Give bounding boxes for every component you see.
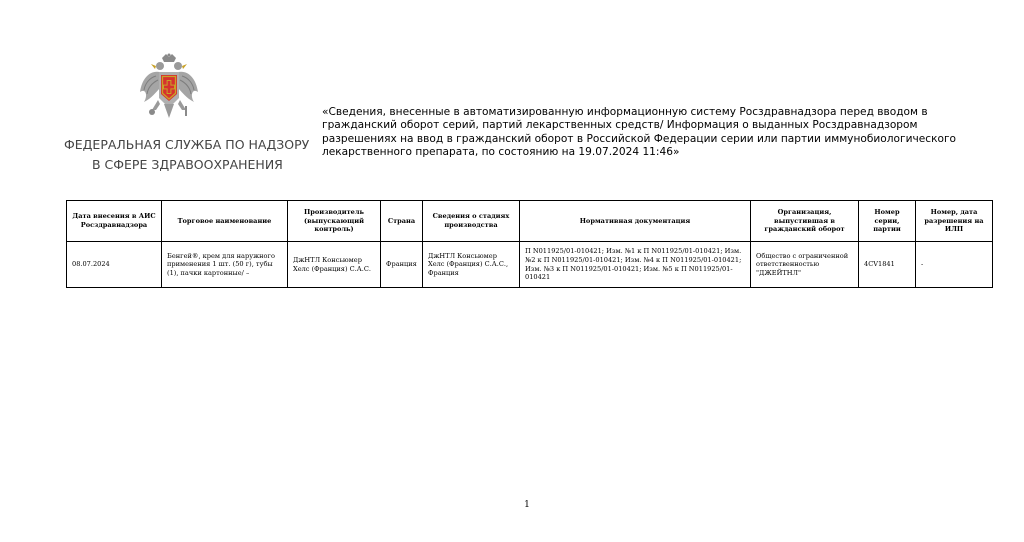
- column-header-trade-name: Торговое наименование: [162, 201, 288, 242]
- column-header-normative-docs: Нормативная документация: [520, 201, 751, 242]
- double-headed-eagle-emblem-icon: [138, 52, 200, 124]
- cell-normative-docs: П N011925/01-010421; Изм. №1 к П N011925/01-010421; Изм. №2 к П N011925/01-010421; Изм. №4 к П N011925/01-010421; Изм. №3 к П N011925/01-010421; Изм. №5 к П N011925/01-010421: [520, 242, 751, 288]
- cell-stages: ДжНТЛ Консьюмер Хелс (Франция) С.А.С., Франция: [423, 242, 520, 288]
- column-header-permit: Номер, дата разрешения на ИЛП: [916, 201, 993, 242]
- column-header-organization: Организация, выпустившая в гражданский оборот: [751, 201, 859, 242]
- organization-name-line2: В СФЕРЕ ЗДРАВООХРАНЕНИЯ: [92, 157, 283, 172]
- organization-name-line1: ФЕДЕРАЛЬНАЯ СЛУЖБА ПО НАДЗОРУ: [64, 137, 310, 152]
- cell-trade-name: Бенгей®, крем для наружного применения 1 шт. (50 г), тубы (1), пачки картонные/ –: [162, 242, 288, 288]
- column-header-series: Номер серии, партии: [859, 201, 916, 242]
- column-header-manufacturer: Производитель (выпускающий контроль): [288, 201, 381, 242]
- cell-date: 08.07.2024: [67, 242, 162, 288]
- cell-organization: Общество с ограниченной ответственностью "ДЖЕЙТНЛ": [751, 242, 859, 288]
- column-header-stages: Сведения о стадиях производства: [423, 201, 520, 242]
- page-number: 1: [524, 500, 530, 510]
- table-header-row: [67, 201, 993, 242]
- cell-country: Франция: [381, 242, 423, 288]
- cell-series: 4CV1841: [859, 242, 916, 288]
- cell-permit: -: [916, 242, 993, 288]
- table-row: [67, 242, 993, 288]
- registry-table: [66, 200, 993, 288]
- column-header-country: Страна: [381, 201, 423, 242]
- cell-manufacturer: ДжНТЛ Консьюмер Хелс (Франция) С.А.С.: [288, 242, 381, 288]
- column-header-date: Дата внесения в АИС Росздравнадзора: [67, 201, 162, 242]
- document-title: «Сведения, внесенные в автоматизированную информационную систему Росздравнадзора перед вводом в гражданский оборот серий, партий лекарственных средств/ Информация о выданных Росздравнадзором разрешениях на ввод в гражданский оборот в Российской Федерации серии или партии иммунобиологического лекарственного препарата, по состоянию на 19.07.2024 11:46»: [322, 106, 956, 159]
